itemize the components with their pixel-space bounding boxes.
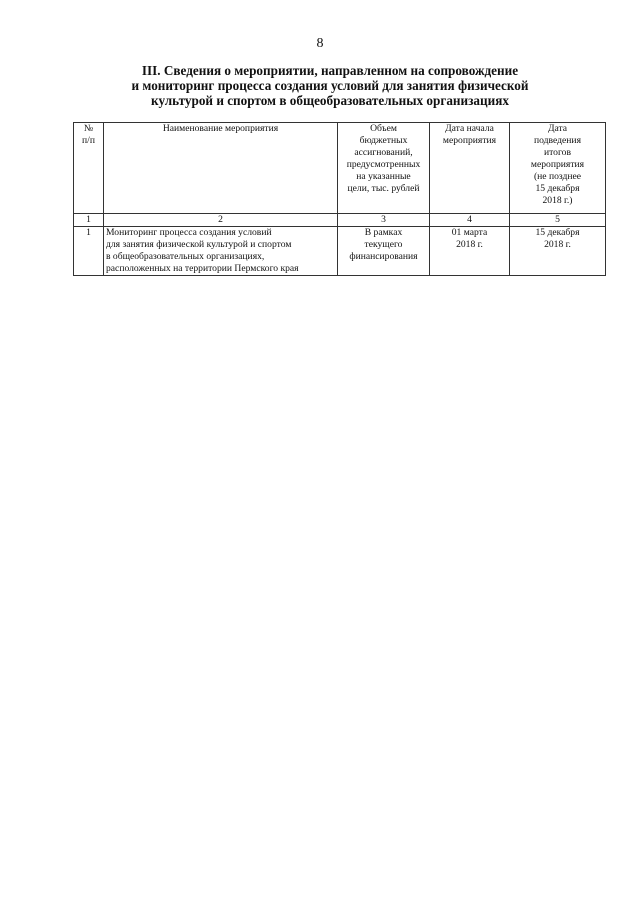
table-row xyxy=(74,227,606,276)
header-cell-start-date: Дата начала мероприятия xyxy=(430,123,510,214)
table-header-row xyxy=(74,123,606,214)
events-table xyxy=(73,122,606,276)
column-number: 3 xyxy=(338,214,430,227)
row-name-cell: Мониторинг процесса создания условий для занятия физической культурой и спортом в общеобразовательных организациях, расположенных на территории Пермского края xyxy=(104,227,338,276)
header-cell-budget: Объем бюджетных ассигнований, предусмотренных на указанные цели, тыс. рублей xyxy=(338,123,430,214)
header-cell-number: № п/п xyxy=(74,123,104,214)
header-cell-end-date: Дата подведения итогов мероприятия (не позднее 15 декабря 2018 г.) xyxy=(510,123,606,214)
row-budget-cell: В рамках текущего финансирования xyxy=(338,227,430,276)
heading-line-3: культурой и спортом в общеобразовательных организациях xyxy=(151,93,509,108)
column-number: 5 xyxy=(510,214,606,227)
row-start-date-cell: 01 марта 2018 г. xyxy=(430,227,510,276)
row-number-cell: 1 xyxy=(74,227,104,276)
column-number-row xyxy=(74,214,606,227)
heading-line-2: и мониторинг процесса создания условий для занятия физической xyxy=(131,78,529,93)
column-number: 2 xyxy=(104,214,338,227)
column-number: 4 xyxy=(430,214,510,227)
heading-line-1: III. Сведения о мероприятии, направленном на сопровождение xyxy=(141,63,519,78)
section-heading xyxy=(80,63,580,108)
row-end-date-cell: 15 декабря 2018 г. xyxy=(510,227,606,276)
column-number: 1 xyxy=(74,214,104,227)
header-cell-name: Наименование мероприятия xyxy=(104,123,338,214)
page-number: 8 xyxy=(316,36,324,51)
